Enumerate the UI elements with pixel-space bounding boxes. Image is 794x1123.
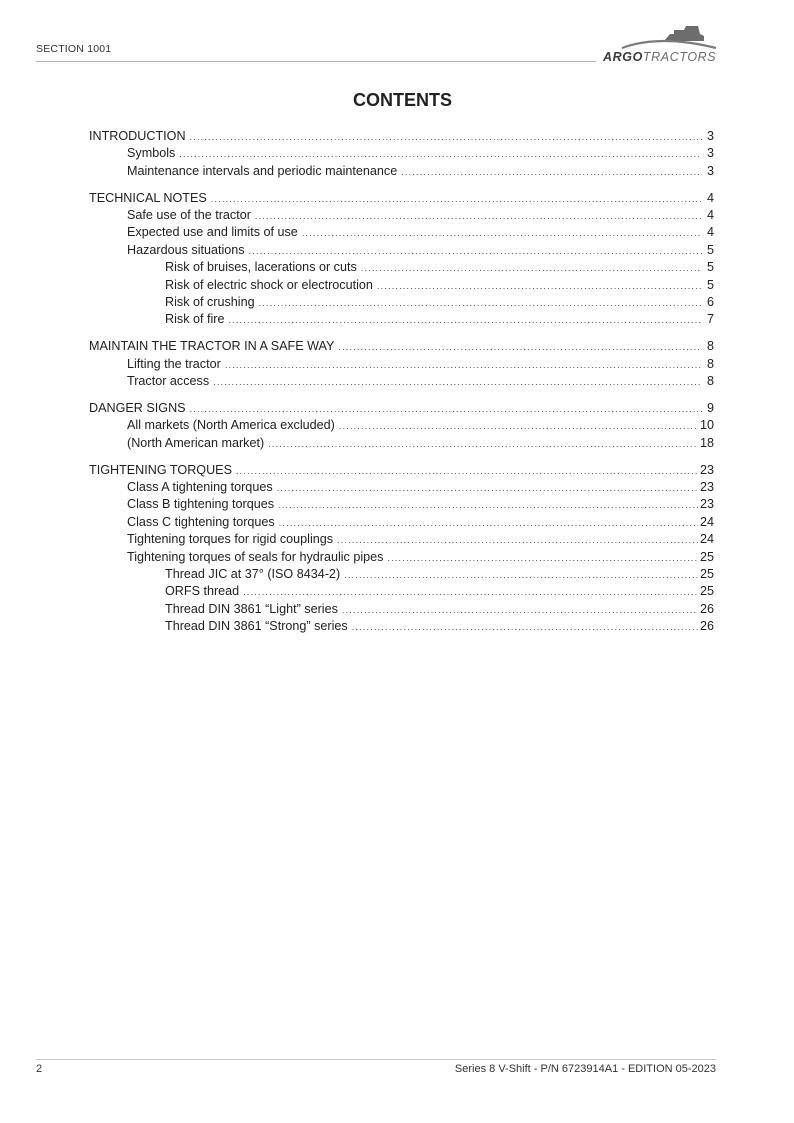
toc-dot-leader bbox=[225, 357, 702, 374]
toc-entry-title: INTRODUCTION bbox=[89, 129, 186, 143]
toc-entry[interactable] bbox=[89, 373, 714, 390]
toc-entry-page: 3 bbox=[706, 163, 714, 178]
toc-entry-page: 10 bbox=[699, 418, 714, 433]
toc-entry-title: Class A tightening torques bbox=[127, 480, 273, 495]
toc-dot-leader bbox=[236, 463, 698, 480]
toc-entry-title: DANGER SIGNS bbox=[89, 400, 186, 415]
toc-entry[interactable] bbox=[89, 242, 714, 259]
toc-dot-leader bbox=[259, 295, 702, 312]
header-divider bbox=[36, 61, 596, 62]
toc-entry-title: Class C tightening torques bbox=[127, 514, 275, 529]
toc-entry[interactable] bbox=[89, 462, 714, 479]
toc-dot-leader bbox=[377, 278, 702, 295]
toc-dot-leader bbox=[278, 497, 698, 514]
toc-entry[interactable] bbox=[89, 311, 714, 328]
toc-entry-title: Maintenance intervals and periodic maintenance bbox=[127, 163, 398, 178]
toc-entry[interactable] bbox=[89, 163, 714, 180]
toc-entry-page: 26 bbox=[699, 619, 714, 634]
toc-entry-title: Hazardous situations bbox=[127, 242, 245, 257]
table-of-contents bbox=[89, 128, 714, 645]
page-title: CONTENTS bbox=[353, 90, 452, 110]
brand-light: TRACTORS bbox=[642, 50, 717, 64]
toc-entry-title: Tractor access bbox=[127, 374, 210, 389]
toc-entry-page: 3 bbox=[706, 146, 714, 161]
toc-entry-page: 24 bbox=[699, 514, 714, 529]
toc-entry[interactable] bbox=[89, 496, 714, 513]
toc-dot-leader bbox=[279, 515, 698, 532]
toc-entry[interactable] bbox=[89, 338, 714, 355]
toc-entry[interactable] bbox=[89, 128, 714, 145]
toc-entry[interactable] bbox=[89, 190, 714, 207]
toc-group bbox=[89, 338, 714, 390]
toc-entry[interactable] bbox=[89, 356, 714, 373]
toc-entry[interactable] bbox=[89, 277, 714, 294]
toc-group bbox=[89, 128, 714, 180]
toc-entry[interactable] bbox=[89, 417, 714, 434]
toc-entry-page: 4 bbox=[706, 225, 714, 240]
toc-entry-page: 5 bbox=[706, 260, 714, 275]
toc-entry-page: 8 bbox=[706, 374, 714, 389]
toc-group bbox=[89, 400, 714, 452]
toc-dot-leader bbox=[213, 374, 702, 391]
toc-entry[interactable] bbox=[89, 259, 714, 276]
document-reference: Series 8 V-Shift - P/N 6723914A1 - EDITION 05-2023 bbox=[454, 1063, 716, 1075]
toc-entry-page: 25 bbox=[699, 584, 714, 599]
toc-entry-page: 25 bbox=[699, 549, 714, 564]
toc-entry-title: Thread JIC at 37° (ISO 8434-2) bbox=[165, 566, 341, 581]
page-number: 2 bbox=[36, 1063, 43, 1075]
toc-entry[interactable] bbox=[89, 549, 714, 566]
toc-entry[interactable] bbox=[89, 618, 714, 635]
brand-wordmark bbox=[603, 50, 716, 64]
toc-entry-page: 23 bbox=[699, 462, 714, 477]
toc-entry-title: Thread DIN 3861 “Light” series bbox=[165, 601, 338, 616]
toc-dot-leader bbox=[243, 584, 698, 601]
toc-entry[interactable] bbox=[89, 601, 714, 618]
toc-entry-page: 23 bbox=[699, 480, 714, 495]
toc-entry-page: 8 bbox=[706, 339, 714, 354]
toc-entry-page: 24 bbox=[699, 532, 714, 547]
toc-entry[interactable] bbox=[89, 514, 714, 531]
toc-dot-leader bbox=[387, 550, 698, 567]
toc-dot-leader bbox=[342, 602, 698, 619]
brand-bold: ARGO bbox=[603, 50, 643, 64]
footer-divider bbox=[36, 1059, 716, 1060]
toc-dot-leader bbox=[255, 208, 702, 225]
toc-dot-leader bbox=[190, 129, 702, 146]
toc-entry-page: 9 bbox=[706, 400, 714, 415]
toc-entry[interactable] bbox=[89, 566, 714, 583]
toc-entry[interactable] bbox=[89, 479, 714, 496]
toc-entry[interactable] bbox=[89, 435, 714, 452]
toc-dot-leader bbox=[352, 619, 698, 636]
toc-dot-leader bbox=[179, 146, 702, 163]
toc-group bbox=[89, 462, 714, 636]
toc-entry-title: MAINTAIN THE TRACTOR IN A SAFE WAY bbox=[89, 339, 335, 354]
toc-entry-title: Symbols bbox=[127, 146, 176, 161]
toc-dot-leader bbox=[337, 532, 698, 549]
toc-dot-leader bbox=[268, 436, 698, 453]
toc-entry-page: 3 bbox=[706, 129, 714, 143]
toc-entry[interactable] bbox=[89, 583, 714, 600]
toc-entry[interactable] bbox=[89, 224, 714, 241]
toc-dot-leader bbox=[344, 567, 698, 584]
toc-entry-title: Risk of electric shock or electrocution bbox=[165, 277, 373, 292]
toc-entry-page: 4 bbox=[706, 190, 714, 205]
toc-dot-leader bbox=[339, 418, 698, 435]
toc-dot-leader bbox=[211, 191, 702, 208]
toc-entry[interactable] bbox=[89, 400, 714, 417]
toc-dot-leader bbox=[277, 480, 698, 497]
toc-entry-title: Tightening torques of seals for hydraulic pipes bbox=[127, 549, 384, 564]
toc-entry-page: 4 bbox=[706, 208, 714, 223]
toc-entry-title: Risk of bruises, lacerations or cuts bbox=[165, 260, 357, 275]
toc-entry-title: (North American market) bbox=[127, 435, 265, 450]
toc-entry-title: Class B tightening torques bbox=[127, 497, 275, 512]
toc-entry-page: 7 bbox=[706, 312, 714, 327]
toc-dot-leader bbox=[302, 225, 702, 242]
toc-entry-title: ORFS thread bbox=[165, 584, 240, 599]
toc-entry-title: Risk of crushing bbox=[165, 295, 255, 310]
toc-dot-leader bbox=[249, 243, 702, 260]
toc-entry-page: 26 bbox=[699, 601, 714, 616]
toc-entry-page: 5 bbox=[706, 277, 714, 292]
toc-entry-page: 8 bbox=[706, 356, 714, 371]
toc-entry-title: Safe use of the tractor bbox=[127, 208, 251, 223]
toc-dot-leader bbox=[338, 339, 702, 356]
toc-entry[interactable] bbox=[89, 294, 714, 311]
toc-entry-title: Risk of fire bbox=[165, 312, 225, 327]
toc-entry[interactable] bbox=[89, 207, 714, 224]
toc-entry-page: 6 bbox=[706, 295, 714, 310]
toc-entry-title: TIGHTENING TORQUES bbox=[89, 462, 232, 477]
toc-group bbox=[89, 190, 714, 329]
toc-entry-page: 18 bbox=[699, 435, 714, 450]
toc-entry-title: Thread DIN 3861 “Strong” series bbox=[165, 619, 348, 634]
toc-entry-page: 23 bbox=[699, 497, 714, 512]
toc-entry[interactable] bbox=[89, 531, 714, 548]
toc-entry-page: 25 bbox=[699, 566, 714, 581]
toc-dot-leader bbox=[361, 260, 702, 277]
toc-dot-leader bbox=[401, 164, 702, 181]
toc-entry-title: TECHNICAL NOTES bbox=[89, 190, 207, 205]
toc-entry-title: All markets (North America excluded) bbox=[127, 418, 335, 433]
toc-dot-leader bbox=[190, 401, 702, 418]
toc-dot-leader bbox=[228, 312, 702, 329]
toc-entry-title: Lifting the tractor bbox=[127, 356, 221, 371]
toc-entry-page: 5 bbox=[706, 242, 714, 257]
toc-entry-title: Expected use and limits of use bbox=[127, 225, 298, 240]
toc-entry-title: Tightening torques for rigid couplings bbox=[127, 532, 334, 547]
toc-entry[interactable] bbox=[89, 145, 714, 162]
section-label: SECTION 1001 bbox=[36, 43, 112, 55]
